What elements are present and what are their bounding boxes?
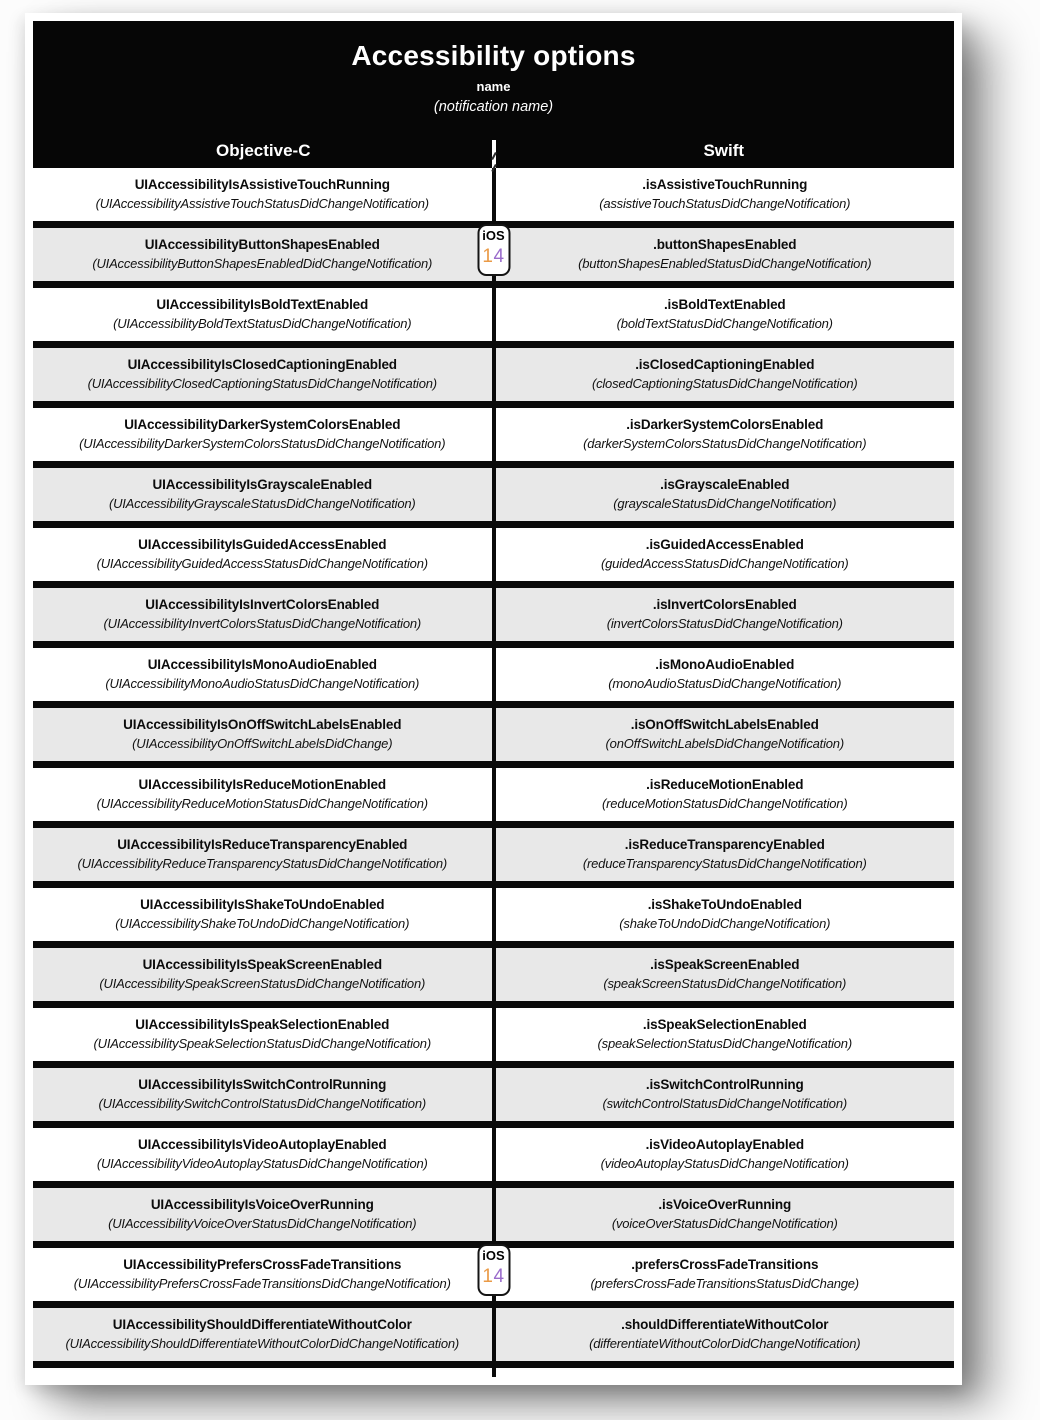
table-row [33,1068,954,1128]
swift-cell [496,168,955,221]
table-row [33,1188,954,1248]
ios-badge-label: iOS [482,228,505,243]
objc-notification-name: (UIAccessibilityGrayscaleStatusDidChangeNotification) [108,495,416,511]
column-divider-header [492,140,496,168]
objc-notification-name: (UIAccessibilitySpeakScreenStatusDidChangeNotification) [99,975,426,991]
table-row [33,228,954,288]
objc-cell [33,708,492,761]
objc-api-name: UIAccessibilityIsVoiceOverRunning [150,1196,374,1212]
objc-cell [33,888,492,941]
swift-cell [496,288,955,341]
table-row [33,1128,954,1188]
objc-api-name: UIAccessibilityIsAssistiveTouchRunning [134,176,390,192]
objc-notification-name: (UIAccessibilityReduceTransparencyStatusDidChangeNotification) [77,855,448,871]
swift-notification-name: (switchControlStatusDidChangeNotification) [602,1095,847,1111]
objc-cell [33,828,492,881]
table-body [33,168,954,1368]
objc-cell [33,1068,492,1121]
swift-cell [496,1188,955,1241]
table-row [33,588,954,648]
table-row [33,288,954,348]
objc-notification-name: (UIAccessibilityReduceMotionStatusDidChangeNotification) [96,795,428,811]
bottom-strip [33,1368,954,1377]
swift-cell [496,828,955,881]
objc-cell [33,948,492,1001]
swift-api-name: .isVoiceOverRunning [658,1196,792,1212]
table-row [33,708,954,768]
objc-notification-name: (UIAccessibilityClosedCaptioningStatusDidChangeNotification) [87,375,437,391]
objc-cell [33,648,492,701]
notification-name-label: (notification name) [433,99,554,115]
objc-notification-name: (UIAccessibilitySwitchControlStatusDidChangeNotification) [98,1095,426,1111]
swift-api-name: .isMonoAudioEnabled [655,656,795,672]
objc-notification-name: (UIAccessibilityVoiceOverStatusDidChangeNotification) [108,1215,417,1231]
swift-api-name: .buttonShapesEnabled [653,236,797,252]
objc-cell [33,1188,492,1241]
swift-cell [496,468,955,521]
page-title: Accessibility options [351,40,636,71]
swift-notification-name: (grayscaleStatusDidChangeNotification) [613,495,837,511]
swift-notification-name: (assistiveTouchStatusDidChangeNotification) [599,195,851,211]
swift-notification-name: (monoAudioStatusDidChangeNotification) [608,675,842,691]
objc-cell [33,588,492,641]
table-row [33,648,954,708]
divider-slash-mark [491,152,497,160]
objc-notification-name: (UIAccessibilityPrefersCrossFadeTransitionsDidChangeNotification) [73,1275,451,1291]
swift-api-name: .isSpeakScreenEnabled [650,956,800,972]
swift-notification-name: (differentiateWithoutColorDidChangeNotification) [589,1335,861,1351]
objc-api-name: UIAccessibilityIsVideoAutoplayEnabled [137,1136,387,1152]
objc-cell [33,468,492,521]
objc-api-name: UIAccessibilityDarkerSystemColorsEnabled [124,416,401,432]
swift-notification-name: (buttonShapesEnabledStatusDidChangeNotification) [578,255,872,271]
objc-api-name: UIAccessibilityPrefersCrossFadeTransitions [123,1256,402,1272]
swift-api-name: .isAssistiveTouchRunning [642,176,808,192]
table-row [33,468,954,528]
objc-cell [33,408,492,461]
swift-notification-name: (videoAutoplayStatusDidChangeNotification) [600,1155,849,1171]
objc-api-name: UIAccessibilityIsReduceTransparencyEnabled [117,836,408,852]
objc-cell [33,288,492,341]
ios-14-badge [477,1244,510,1296]
objc-notification-name: (UIAccessibilityShouldDifferentiateWithoutColorDidChangeNotification) [65,1335,460,1351]
swift-api-name: .isGuidedAccessEnabled [645,536,804,552]
swift-api-name: .isClosedCaptioningEnabled [635,356,815,372]
swift-notification-name: (closedCaptioningStatusDidChangeNotification) [591,375,858,391]
table-row [33,1248,954,1308]
swift-cell [496,588,955,641]
objc-api-name: UIAccessibilityIsOnOffSwitchLabelsEnabled [123,716,402,732]
table-row [33,768,954,828]
table-row [33,168,954,228]
swift-cell [496,1128,955,1181]
objc-api-name: UIAccessibilityShouldDifferentiateWithoutColor [112,1316,412,1332]
objc-api-name: UIAccessibilityIsBoldTextEnabled [156,296,369,312]
property-label: name [476,79,511,94]
swift-notification-name: (onOffSwitchLabelsDidChangeNotification) [605,735,844,751]
swift-cell [496,888,955,941]
table-row [33,1308,954,1368]
swift-notification-name: (darkerSystemColorsStatusDidChangeNotification) [583,435,867,451]
swift-cell [496,228,955,281]
swift-api-name: .isShakeToUndoEnabled [647,896,802,912]
swift-cell [496,1248,955,1301]
objc-notification-name: (UIAccessibilitySpeakSelectionStatusDidChangeNotification) [93,1035,431,1051]
objc-cell [33,228,492,281]
objc-api-name: UIAccessibilityIsShakeToUndoEnabled [140,896,385,912]
swift-api-name: .isGrayscaleEnabled [660,476,790,492]
swift-cell [496,348,955,401]
objc-api-name: UIAccessibilityIsReduceMotionEnabled [138,776,386,792]
swift-api-name: .isReduceMotionEnabled [646,776,804,792]
ios-14-badge [477,224,510,276]
objc-notification-name: (UIAccessibilityMonoAudioStatusDidChangeNotification) [105,675,420,691]
ios-badge-version: 14 [482,246,505,267]
objc-notification-name: (UIAccessibilityBoldTextStatusDidChangeNotification) [113,315,412,331]
objc-cell [33,768,492,821]
swift-api-name: .isSpeakSelectionEnabled [642,1016,807,1032]
objc-notification-name: (UIAccessibilityVideoAutoplayStatusDidChangeNotification) [96,1155,428,1171]
table-row [33,948,954,1008]
table-row [33,828,954,888]
swift-cell [496,768,955,821]
swift-api-name: .isInvertColorsEnabled [652,596,797,612]
swift-api-name: .prefersCrossFadeTransitions [631,1256,819,1272]
swift-api-name: .isVideoAutoplayEnabled [645,1136,804,1152]
objc-api-name: UIAccessibilityIsMonoAudioEnabled [147,656,377,672]
accessibility-options-table [33,21,954,1377]
swift-notification-name: (speakSelectionStatusDidChangeNotification) [597,1035,852,1051]
swift-notification-name: (speakScreenStatusDidChangeNotification) [603,975,847,991]
objc-cell [33,528,492,581]
objc-api-name: UIAccessibilityIsGuidedAccessEnabled [138,536,387,552]
swift-notification-name: (invertColorsStatusDidChangeNotification) [606,615,843,631]
objc-api-name: UIAccessibilityIsSpeakSelectionEnabled [135,1016,390,1032]
swift-cell [496,1308,955,1361]
swift-notification-name: (voiceOverStatusDidChangeNotification) [611,1215,838,1231]
objc-notification-name: (UIAccessibilityOnOffSwitchLabelsDidChange) [132,735,393,751]
swift-cell [496,528,955,581]
swift-api-name: .isOnOffSwitchLabelsEnabled [630,716,819,732]
objc-cell [33,1008,492,1061]
column-divider-stub [492,1368,496,1377]
objc-notification-name: (UIAccessibilityButtonShapesEnabledDidChangeNotification) [92,255,433,271]
swift-cell [496,408,955,461]
ios-badge-label: iOS [482,1248,505,1263]
swift-api-name: .isBoldTextEnabled [663,296,786,312]
swift-notification-name: (shakeToUndoDidChangeNotification) [619,915,831,931]
swift-api-name: .isSwitchControlRunning [645,1076,804,1092]
objc-api-name: UIAccessibilityButtonShapesEnabled [144,236,380,252]
swift-notification-name: (guidedAccessStatusDidChangeNotification) [600,555,849,571]
ios-badge-version: 14 [482,1266,505,1287]
swift-cell [496,648,955,701]
objc-notification-name: (UIAccessibilityDarkerSystemColorsStatusDidChangeNotification) [79,435,446,451]
reference-sheet-page [25,13,962,1385]
objc-cell [33,1308,492,1361]
objc-api-name: UIAccessibilityIsSpeakScreenEnabled [142,956,382,972]
swift-api-name: .shouldDifferentiateWithoutColor [621,1316,829,1332]
swift-cell [496,708,955,761]
swift-notification-name: (reduceMotionStatusDidChangeNotification) [602,795,848,811]
objc-cell [33,168,492,221]
table-row [33,528,954,588]
swift-notification-name: (reduceTransparencyStatusDidChangeNotification) [582,855,867,871]
objc-notification-name: (UIAccessibilityGuidedAccessStatusDidChangeNotification) [96,555,428,571]
objc-notification-name: (UIAccessibilityInvertColorsStatusDidChangeNotification) [103,615,422,631]
table-header [33,21,954,168]
swift-notification-name: (prefersCrossFadeTransitionsStatusDidChange) [590,1275,859,1291]
swift-api-name: .isReduceTransparencyEnabled [624,836,825,852]
swift-notification-name: (boldTextStatusDidChangeNotification) [616,315,833,331]
table-row [33,1008,954,1068]
objc-cell [33,1248,492,1301]
objc-notification-name: (UIAccessibilityShakeToUndoDidChangeNotification) [115,915,410,931]
table-row [33,408,954,468]
swift-cell [496,1008,955,1061]
swift-cell [496,948,955,1001]
objc-cell [33,348,492,401]
objc-api-name: UIAccessibilityIsGrayscaleEnabled [152,476,372,492]
swift-cell [496,1068,955,1121]
swift-api-name: .isDarkerSystemColorsEnabled [626,416,824,432]
column-header-objective-c: Objective-C [216,141,311,160]
objc-api-name: UIAccessibilityIsInvertColorsEnabled [145,596,380,612]
objc-api-name: UIAccessibilityIsSwitchControlRunning [138,1076,387,1092]
table-row [33,348,954,408]
objc-api-name: UIAccessibilityIsClosedCaptioningEnabled [127,356,397,372]
objc-cell [33,1128,492,1181]
objc-notification-name: (UIAccessibilityAssistiveTouchStatusDidChangeNotification) [95,195,429,211]
table-row [33,888,954,948]
column-header-swift: Swift [703,141,745,160]
